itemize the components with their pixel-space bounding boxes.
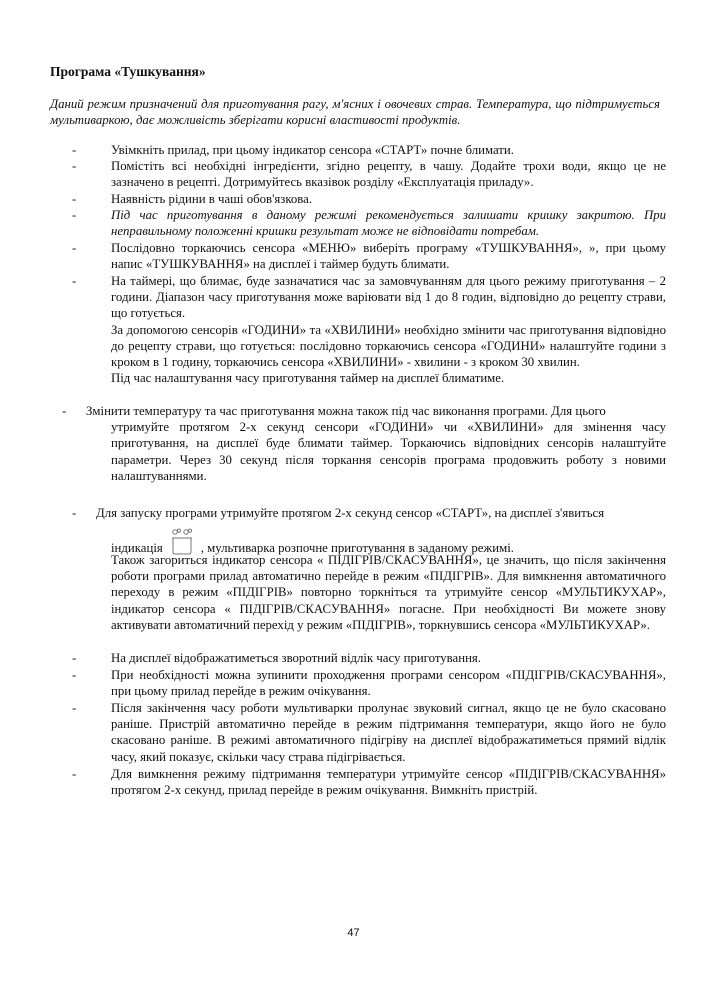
bullet-dash: - bbox=[72, 208, 77, 222]
indication-label: індикація bbox=[111, 541, 163, 555]
list-item bbox=[72, 505, 666, 521]
list-item-continuation bbox=[111, 552, 666, 633]
bullet-dash: - bbox=[72, 241, 77, 255]
list-item-first-line: Змінити температуру та час приготування можна також під час виконання програми. Для цього bbox=[86, 404, 606, 418]
indication-text: , мультиварка розпочне приготування в заданому режимі. bbox=[200, 541, 514, 555]
intro-paragraph: Даний режим призначений для приготування рагу, м'ясних і овочевих страв. Температура, що підтримується мультиваркою, дає можливість зберігати корисні властивості продуктів. bbox=[50, 97, 660, 127]
list-item bbox=[62, 403, 666, 484]
list-item-text: Після закінчення часу роботи мультиварки пролунає звуковий сигнал, якщо це не було скасовано раніше. Пристрій автоматично перейде в режим підтримання температури, якщо його не було скасовано раніше. В режимі автоматичного підігріву на дисплеї відображатиметься прямий відлік часу, який показує, скільки часу страва підігрівається. bbox=[111, 701, 666, 764]
list-item-text: Увімкніть прилад, при цьому індикатор сенсора «СТАРТ» почне блимати. bbox=[111, 143, 514, 157]
bullet-dash: - bbox=[72, 274, 77, 288]
bullet-dash: - bbox=[72, 701, 77, 715]
list-item-text: утримуйте протягом 2-х секунд сенсори «ГОДИНИ» чи «ХВИЛИНИ» для змінення часу приготування, на дисплеї буде блимати таймер. Торкаючись відповідних сенсорів налаштуйте параметри. Через 30 секунд після торкання сенсорів програма продовжить роботу з новими налаштуваннями. bbox=[111, 420, 666, 483]
bullet-dash: - bbox=[72, 668, 77, 682]
bullet-dash: - bbox=[72, 767, 77, 781]
list-item bbox=[72, 191, 666, 207]
bullet-dash: - bbox=[72, 651, 77, 665]
list-item bbox=[72, 273, 666, 386]
list-item-text: Послідовно торкаючись сенсора «МЕНЮ» виберіть програму «ТУШКУВАННЯ», », при цьому напис «ТУШКУВАННЯ» на дисплеї і таймер будуть блимати. bbox=[111, 241, 666, 272]
list-item-text: Під час приготування в даному режимі рекомендується залишати кришку закритою. При неправильному положенні кришки результат може не відповідати потребам. bbox=[111, 208, 666, 239]
list-item bbox=[72, 650, 666, 666]
paragraph: Також загориться індикатор сенсора « ПІДІГРІВ/СКАСУВАННЯ», це значить, що після закінчення роботи програми прилад автоматично перейде в режим «ПІДІГРІВ». Для вимкнення автоматичного переходу в режим «ПІДІГРІВ» повторно торкніться та утримуйте сенсор «МУЛЬТИКУХАР», індикатор сенсора « ПІДІГРІВ/СКАСУВАННЯ» погасне. При необхідності Ви можете знову активувати автоматичний перехід у режим «ПІДІГРІВ», торкнувшись сенсора «МУЛЬТИКУХАР». bbox=[111, 553, 666, 632]
bullet-dash: - bbox=[72, 192, 77, 206]
list-item-text: На дисплеї відображатиметься зворотний відлік часу приготування. bbox=[111, 651, 482, 665]
paragraph: На таймері, що блимає, буде зазначатися час за замовчуванням для цього режиму приготування – 2 години. Діапазон часу приготування може варіювати від 1 до 8 годин, відповідно до рецепту страви, що готується. bbox=[111, 274, 666, 321]
list-item bbox=[72, 158, 666, 190]
bullet-dash: - bbox=[72, 159, 77, 173]
list-item-text bbox=[111, 273, 666, 386]
list-item bbox=[72, 142, 666, 158]
list-item-text: При необхідності можна зупинити проходження програми сенсором «ПІДІГРІВ/СКАСУВАННЯ», при цьому прилад перейде в режим очікування. bbox=[111, 668, 666, 699]
paragraph: За допомогою сенсорів «ГОДИНИ» та «ХВИЛИНИ» необхідно змінити час приготування відповідно до рецепту страви, що готується: послідовно торкаючись сенсора «ГОДИНИ» налаштуйте години з кроком в 1 годину, торкаючись сенсора «ХВИЛИНИ» - хвилини - з кроком 30 хвилин. bbox=[111, 322, 666, 370]
list-item-first-line: Для запуску програми утримуйте протягом 2-х секунд сенсор «СТАРТ», на дисплеї з'явиться bbox=[96, 506, 605, 520]
list-item-text: Помістіть всі необхідні інгредієнти, згідно рецепту, в чашу. Додайте трохи води, якщо це не зазначено в рецепті. Дотримуйтесь вказівок розділу «Експлуатація приладу». bbox=[111, 159, 666, 190]
list-item bbox=[72, 766, 666, 798]
list-item bbox=[72, 700, 666, 765]
bullet-dash: - bbox=[72, 506, 77, 520]
list-item bbox=[72, 667, 666, 699]
list-item bbox=[72, 240, 666, 272]
section-title: Програма «Тушкування» bbox=[50, 64, 206, 79]
bullet-dash: - bbox=[72, 143, 77, 157]
bullet-dash: - bbox=[62, 404, 67, 418]
list-item-text: Наявність рідини в чаші обов'язкова. bbox=[111, 192, 313, 206]
list-item bbox=[72, 207, 666, 239]
list-item-text: Для вимкнення режиму підтримання температури утримуйте сенсор «ПІДІГРІВ/СКАСУВАННЯ» протягом 2-х секунд, прилад перейде в режим очікування. Вимкніть пристрій. bbox=[111, 767, 666, 798]
paragraph: Під час налаштування часу приготування таймер на дисплеї блиматиме. bbox=[111, 371, 505, 386]
page-number: 47 bbox=[347, 927, 360, 939]
